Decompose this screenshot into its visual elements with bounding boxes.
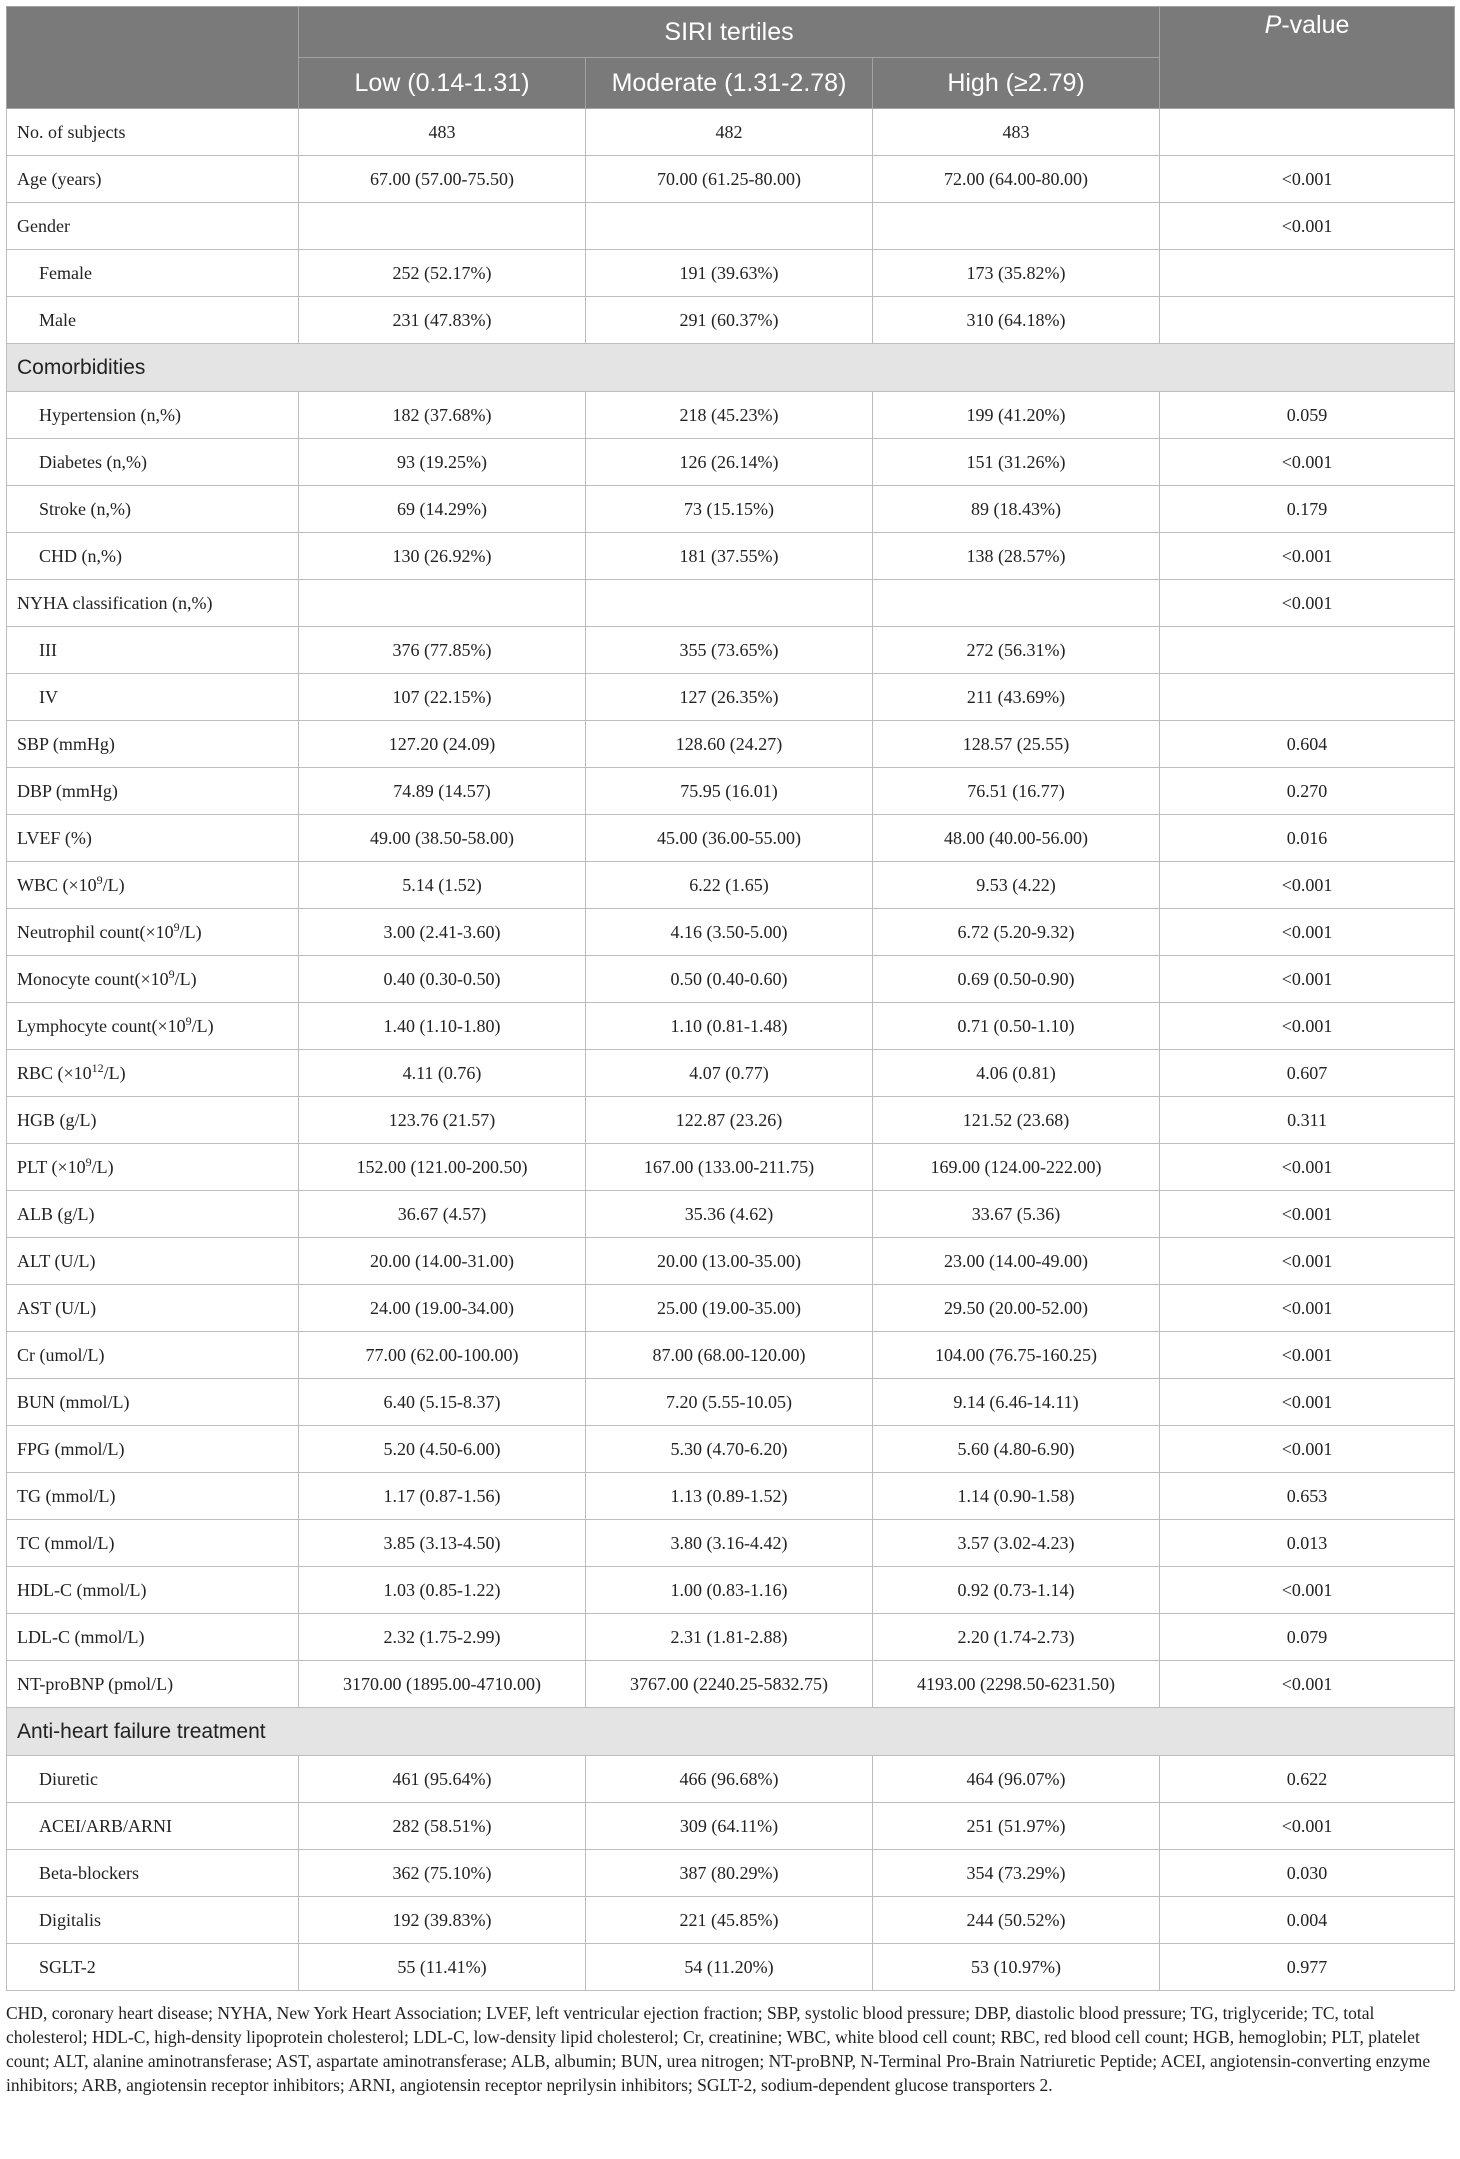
- row-label: [7, 203, 299, 250]
- cell-pvalue: <0.001: [1160, 1003, 1455, 1050]
- row-label: [7, 627, 299, 674]
- cell-high: [873, 580, 1160, 627]
- row-label: [7, 1332, 299, 1379]
- cell-high: 121.52 (23.68): [873, 1097, 1160, 1144]
- row-label: [7, 297, 299, 344]
- table-row: [7, 1944, 1455, 1991]
- row-label: [7, 1614, 299, 1661]
- row-label: [7, 1520, 299, 1567]
- cell-pvalue: <0.001: [1160, 1803, 1455, 1850]
- cell-high: 272 (56.31%): [873, 627, 1160, 674]
- row-label-text: WBC (×10: [17, 874, 97, 895]
- table-row: [7, 1614, 1455, 1661]
- table-row: [7, 439, 1455, 486]
- cell-high: 199 (41.20%): [873, 392, 1160, 439]
- cell-low: 93 (19.25%): [299, 439, 586, 486]
- cell-pvalue: <0.001: [1160, 580, 1455, 627]
- cell-pvalue: <0.001: [1160, 1144, 1455, 1191]
- header-pvalue-italic: P: [1264, 11, 1282, 39]
- table-row: [7, 486, 1455, 533]
- cell-high: 211 (43.69%): [873, 674, 1160, 721]
- row-label: [7, 109, 299, 156]
- table-row: [7, 956, 1455, 1003]
- cell-moderate: 1.10 (0.81-1.48): [586, 1003, 873, 1050]
- cell-low: 123.76 (21.57): [299, 1097, 586, 1144]
- cell-pvalue: 0.079: [1160, 1614, 1455, 1661]
- table-row: [7, 1379, 1455, 1426]
- row-label: [7, 1426, 299, 1473]
- header-group-title: SIRI tertiles: [299, 7, 1160, 58]
- cell-low: 24.00 (19.00-34.00): [299, 1285, 586, 1332]
- cell-moderate: 482: [586, 109, 873, 156]
- cell-moderate: 122.87 (23.26): [586, 1097, 873, 1144]
- cell-high: 0.92 (0.73-1.14): [873, 1567, 1160, 1614]
- cell-high: 244 (50.52%): [873, 1897, 1160, 1944]
- cell-low: 107 (22.15%): [299, 674, 586, 721]
- cell-moderate: 2.31 (1.81-2.88): [586, 1614, 873, 1661]
- cell-low: 69 (14.29%): [299, 486, 586, 533]
- row-label-unit: /L): [102, 874, 125, 895]
- cell-pvalue: 0.004: [1160, 1897, 1455, 1944]
- cell-moderate: 191 (39.63%): [586, 250, 873, 297]
- cell-pvalue: 0.653: [1160, 1473, 1455, 1520]
- cell-pvalue: <0.001: [1160, 203, 1455, 250]
- baseline-characteristics-table: [6, 6, 1455, 1991]
- row-label-text: RBC (×10: [17, 1062, 92, 1083]
- row-label-text: HDL-C (mmol/L): [17, 1579, 147, 1600]
- cell-pvalue: <0.001: [1160, 1426, 1455, 1473]
- row-label: [7, 1379, 299, 1426]
- cell-low: [299, 580, 586, 627]
- cell-pvalue: <0.001: [1160, 156, 1455, 203]
- table-row: [7, 1285, 1455, 1332]
- table-row: [7, 1003, 1455, 1050]
- row-label: [7, 1897, 299, 1944]
- row-label-text: PLT (×10: [17, 1156, 86, 1177]
- cell-low: 49.00 (38.50-58.00): [299, 815, 586, 862]
- row-label: [7, 250, 299, 297]
- cell-high: 33.67 (5.36): [873, 1191, 1160, 1238]
- cell-low: 3170.00 (1895.00-4710.00): [299, 1661, 586, 1708]
- table-row: [7, 1803, 1455, 1850]
- cell-pvalue: <0.001: [1160, 1567, 1455, 1614]
- table-row: [7, 1426, 1455, 1473]
- cell-high: 1.14 (0.90-1.58): [873, 1473, 1160, 1520]
- table-row: [7, 721, 1455, 768]
- row-label-text: TG (mmol/L): [17, 1485, 116, 1506]
- row-label: [7, 439, 299, 486]
- cell-moderate: 128.60 (24.27): [586, 721, 873, 768]
- cell-pvalue: <0.001: [1160, 1332, 1455, 1379]
- row-label: [7, 1050, 299, 1097]
- cell-moderate: 127 (26.35%): [586, 674, 873, 721]
- cell-moderate: 4.07 (0.77): [586, 1050, 873, 1097]
- row-label-unit: /L): [179, 921, 202, 942]
- cell-moderate: 0.50 (0.40-0.60): [586, 956, 873, 1003]
- table-row: [7, 1897, 1455, 1944]
- cell-moderate: 45.00 (36.00-55.00): [586, 815, 873, 862]
- row-label-text: HGB (g/L): [17, 1109, 97, 1130]
- cell-moderate: 221 (45.85%): [586, 1897, 873, 1944]
- row-label-text: Neutrophil count(×10: [17, 921, 174, 942]
- row-label-text: Lymphocyte count(×10: [17, 1015, 186, 1036]
- row-label-text: FPG (mmol/L): [17, 1438, 125, 1459]
- table-row: [7, 392, 1455, 439]
- cell-pvalue: [1160, 627, 1455, 674]
- cell-high: 464 (96.07%): [873, 1756, 1160, 1803]
- cell-low: 3.85 (3.13-4.50): [299, 1520, 586, 1567]
- cell-low: 67.00 (57.00-75.50): [299, 156, 586, 203]
- row-label: [7, 815, 299, 862]
- cell-pvalue: <0.001: [1160, 1285, 1455, 1332]
- cell-high: 9.53 (4.22): [873, 862, 1160, 909]
- cell-moderate: 466 (96.68%): [586, 1756, 873, 1803]
- cell-pvalue: <0.001: [1160, 956, 1455, 1003]
- row-label: [7, 768, 299, 815]
- row-label-superscript: 9: [85, 1154, 92, 1169]
- cell-pvalue: 0.270: [1160, 768, 1455, 815]
- row-label: [7, 392, 299, 439]
- cell-pvalue: <0.001: [1160, 1379, 1455, 1426]
- table-row: [7, 909, 1455, 956]
- cell-high: 173 (35.82%): [873, 250, 1160, 297]
- table-row: [7, 1191, 1455, 1238]
- cell-pvalue: <0.001: [1160, 1238, 1455, 1285]
- table-row: [7, 156, 1455, 203]
- table-footnote: CHD, coronary heart disease; NYHA, New York Heart Association; LVEF, left ventricular ejection fraction; SBP, systolic blood pressure; DBP, diastolic blood pressure; TG, triglyceride; TC, total cholesterol; HDL-C, high-density lipoprotein cholesterol; LDL-C, low-density lipid cholesterol; Cr, creatinine; WBC, white blood cell count; RBC, red blood cell count; HGB, hemoglobin; PLT, platelet count; ALT, alanine aminotransferase; AST, aspartate aminotransferase; ALB, albumin; BUN, urea nitrogen; NT-proBNP, N-Terminal Pro-Brain Natriuretic Peptide; ACEI, angiotensin-converting enzyme inhibitors; ARB, angiotensin receptor inhibitors; ARNI, angiotensin receptor neprilysin inhibitors; SGLT-2, sodium-dependent glucose transporters 2.: [6, 2003, 1431, 2095]
- cell-low: 36.67 (4.57): [299, 1191, 586, 1238]
- cell-moderate: [586, 580, 873, 627]
- table-row: [7, 1567, 1455, 1614]
- cell-pvalue: <0.001: [1160, 909, 1455, 956]
- table-row: [7, 1144, 1455, 1191]
- cell-pvalue: 0.607: [1160, 1050, 1455, 1097]
- cell-pvalue: 0.013: [1160, 1520, 1455, 1567]
- table-row: [7, 627, 1455, 674]
- cell-moderate: 1.13 (0.89-1.52): [586, 1473, 873, 1520]
- cell-high: 89 (18.43%): [873, 486, 1160, 533]
- table-row: [7, 533, 1455, 580]
- row-label: [7, 1144, 299, 1191]
- cell-low: 461 (95.64%): [299, 1756, 586, 1803]
- row-label-text: Gender: [17, 215, 70, 236]
- cell-moderate: 75.95 (16.01): [586, 768, 873, 815]
- cell-moderate: 20.00 (13.00-35.00): [586, 1238, 873, 1285]
- section-row: [7, 344, 1455, 392]
- header-pvalue-suffix: -value: [1281, 11, 1350, 39]
- cell-pvalue: <0.001: [1160, 1191, 1455, 1238]
- row-label-text: Beta-blockers: [39, 1862, 139, 1883]
- row-label-text: LDL-C (mmol/L): [17, 1626, 145, 1647]
- cell-moderate: 35.36 (4.62): [586, 1191, 873, 1238]
- row-label-superscript: 9: [168, 966, 175, 981]
- cell-high: 138 (28.57%): [873, 533, 1160, 580]
- row-label-text: Age (years): [17, 168, 102, 189]
- row-label-unit: /L): [174, 968, 197, 989]
- row-label-text: Hypertension (n,%): [39, 404, 181, 425]
- cell-low: 77.00 (62.00-100.00): [299, 1332, 586, 1379]
- cell-high: 4.06 (0.81): [873, 1050, 1160, 1097]
- table-container: [6, 6, 1454, 2097]
- cell-moderate: 25.00 (19.00-35.00): [586, 1285, 873, 1332]
- cell-high: 4193.00 (2298.50-6231.50): [873, 1661, 1160, 1708]
- cell-moderate: 54 (11.20%): [586, 1944, 873, 1991]
- table-row: [7, 250, 1455, 297]
- cell-low: 20.00 (14.00-31.00): [299, 1238, 586, 1285]
- cell-pvalue: 0.977: [1160, 1944, 1455, 1991]
- row-label-superscript: 12: [91, 1060, 104, 1075]
- cell-moderate: [586, 203, 873, 250]
- table-header: [7, 7, 1455, 109]
- section-row: [7, 1708, 1455, 1756]
- cell-moderate: 181 (37.55%): [586, 533, 873, 580]
- cell-high: 310 (64.18%): [873, 297, 1160, 344]
- row-label-text: ALT (U/L): [17, 1250, 96, 1271]
- table-row: [7, 1756, 1455, 1803]
- row-label-text: CHD (n,%): [39, 545, 122, 566]
- cell-low: 152.00 (121.00-200.50): [299, 1144, 586, 1191]
- cell-moderate: 355 (73.65%): [586, 627, 873, 674]
- cell-low: 5.14 (1.52): [299, 862, 586, 909]
- cell-pvalue: 0.604: [1160, 721, 1455, 768]
- row-label-text: DBP (mmHg): [17, 780, 118, 801]
- row-label-text: SBP (mmHg): [17, 733, 115, 754]
- row-label-text: BUN (mmol/L): [17, 1391, 130, 1412]
- row-label-text: ALB (g/L): [17, 1203, 95, 1224]
- cell-pvalue: [1160, 109, 1455, 156]
- cell-pvalue: 0.059: [1160, 392, 1455, 439]
- row-label-text: Stroke (n,%): [39, 498, 131, 519]
- table-row: [7, 203, 1455, 250]
- cell-moderate: 3.80 (3.16-4.42): [586, 1520, 873, 1567]
- cell-high: 23.00 (14.00-49.00): [873, 1238, 1160, 1285]
- cell-moderate: 1.00 (0.83-1.16): [586, 1567, 873, 1614]
- cell-low: 252 (52.17%): [299, 250, 586, 297]
- cell-moderate: 7.20 (5.55-10.05): [586, 1379, 873, 1426]
- cell-high: 3.57 (3.02-4.23): [873, 1520, 1160, 1567]
- cell-low: 1.17 (0.87-1.56): [299, 1473, 586, 1520]
- cell-high: 9.14 (6.46-14.11): [873, 1379, 1160, 1426]
- header-col-high: High (≥2.79): [873, 58, 1160, 109]
- cell-pvalue: <0.001: [1160, 862, 1455, 909]
- row-label: [7, 1850, 299, 1897]
- table-row: [7, 862, 1455, 909]
- cell-low: 130 (26.92%): [299, 533, 586, 580]
- cell-pvalue: 0.030: [1160, 1850, 1455, 1897]
- row-label-text: Female: [39, 262, 92, 283]
- cell-high: 169.00 (124.00-222.00): [873, 1144, 1160, 1191]
- table-row: [7, 768, 1455, 815]
- row-label-text: SGLT-2: [39, 1956, 96, 1977]
- cell-low: 74.89 (14.57): [299, 768, 586, 815]
- cell-pvalue: 0.311: [1160, 1097, 1455, 1144]
- cell-pvalue: 0.179: [1160, 486, 1455, 533]
- cell-high: 104.00 (76.75-160.25): [873, 1332, 1160, 1379]
- header-blank-cell: [7, 7, 299, 109]
- section-heading: Comorbidities: [7, 344, 1455, 392]
- cell-high: 251 (51.97%): [873, 1803, 1160, 1850]
- table-row: [7, 1850, 1455, 1897]
- cell-pvalue: [1160, 674, 1455, 721]
- row-label-text: NT-proBNP (pmol/L): [17, 1673, 174, 1694]
- row-label-text: LVEF (%): [17, 827, 92, 848]
- header-pvalue: [1160, 7, 1455, 109]
- table-row: [7, 674, 1455, 721]
- cell-moderate: 4.16 (3.50-5.00): [586, 909, 873, 956]
- row-label: [7, 1944, 299, 1991]
- cell-moderate: 6.22 (1.65): [586, 862, 873, 909]
- table-row: [7, 297, 1455, 344]
- row-label: [7, 1661, 299, 1708]
- cell-low: 127.20 (24.09): [299, 721, 586, 768]
- cell-high: 354 (73.29%): [873, 1850, 1160, 1897]
- cell-pvalue: <0.001: [1160, 1661, 1455, 1708]
- row-label-superscript: 9: [173, 919, 180, 934]
- row-label-text: AST (U/L): [17, 1297, 97, 1318]
- cell-high: 48.00 (40.00-56.00): [873, 815, 1160, 862]
- row-label-text: ACEI/ARB/ARNI: [39, 1815, 173, 1836]
- cell-low: 1.40 (1.10-1.80): [299, 1003, 586, 1050]
- row-label-text: IV: [39, 686, 58, 707]
- row-label: [7, 909, 299, 956]
- row-label-text: III: [39, 639, 57, 660]
- cell-moderate: 73 (15.15%): [586, 486, 873, 533]
- row-label: [7, 486, 299, 533]
- cell-moderate: 5.30 (4.70-6.20): [586, 1426, 873, 1473]
- cell-pvalue: [1160, 297, 1455, 344]
- cell-low: 55 (11.41%): [299, 1944, 586, 1991]
- row-label: [7, 1567, 299, 1614]
- cell-low: 362 (75.10%): [299, 1850, 586, 1897]
- row-label-text: Diabetes (n,%): [39, 451, 147, 472]
- table-row: [7, 1238, 1455, 1285]
- row-label: [7, 1803, 299, 1850]
- row-label-text: Cr (umol/L): [17, 1344, 105, 1365]
- cell-pvalue: 0.622: [1160, 1756, 1455, 1803]
- cell-high: 76.51 (16.77): [873, 768, 1160, 815]
- row-label-unit: /L): [91, 1156, 114, 1177]
- cell-low: 483: [299, 109, 586, 156]
- cell-high: 128.57 (25.55): [873, 721, 1160, 768]
- header-col-moderate: Moderate (1.31-2.78): [586, 58, 873, 109]
- cell-moderate: 167.00 (133.00-211.75): [586, 1144, 873, 1191]
- cell-low: 282 (58.51%): [299, 1803, 586, 1850]
- cell-high: 53 (10.97%): [873, 1944, 1160, 1991]
- cell-moderate: 309 (64.11%): [586, 1803, 873, 1850]
- row-label: [7, 862, 299, 909]
- cell-moderate: 70.00 (61.25-80.00): [586, 156, 873, 203]
- row-label: [7, 1473, 299, 1520]
- row-label: [7, 1003, 299, 1050]
- cell-high: 5.60 (4.80-6.90): [873, 1426, 1160, 1473]
- row-label-unit: /L): [191, 1015, 214, 1036]
- cell-pvalue: 0.016: [1160, 815, 1455, 862]
- cell-high: 0.71 (0.50-1.10): [873, 1003, 1160, 1050]
- section-heading: Anti-heart failure treatment: [7, 1708, 1455, 1756]
- table-body: [7, 109, 1455, 1991]
- cell-high: [873, 203, 1160, 250]
- cell-high: 72.00 (64.00-80.00): [873, 156, 1160, 203]
- table-row: [7, 1661, 1455, 1708]
- row-label-text: TC (mmol/L): [17, 1532, 115, 1553]
- table-row: [7, 815, 1455, 862]
- row-label-text: NYHA classification (n,%): [17, 592, 213, 613]
- cell-low: 6.40 (5.15-8.37): [299, 1379, 586, 1426]
- cell-low: 231 (47.83%): [299, 297, 586, 344]
- row-label: [7, 1097, 299, 1144]
- row-label: [7, 956, 299, 1003]
- table-row: [7, 1097, 1455, 1144]
- cell-low: 3.00 (2.41-3.60): [299, 909, 586, 956]
- cell-high: 29.50 (20.00-52.00): [873, 1285, 1160, 1332]
- table-row: [7, 1332, 1455, 1379]
- row-label-unit: /L): [103, 1062, 126, 1083]
- cell-low: [299, 203, 586, 250]
- row-label-text: Monocyte count(×10: [17, 968, 169, 989]
- cell-low: 0.40 (0.30-0.50): [299, 956, 586, 1003]
- cell-moderate: 218 (45.23%): [586, 392, 873, 439]
- cell-pvalue: <0.001: [1160, 439, 1455, 486]
- row-label-text: Digitalis: [39, 1909, 101, 1930]
- cell-high: 2.20 (1.74-2.73): [873, 1614, 1160, 1661]
- row-label: [7, 1756, 299, 1803]
- cell-low: 376 (77.85%): [299, 627, 586, 674]
- row-label-superscript: 9: [185, 1013, 192, 1028]
- cell-low: 2.32 (1.75-2.99): [299, 1614, 586, 1661]
- row-label: [7, 1285, 299, 1332]
- cell-high: 6.72 (5.20-9.32): [873, 909, 1160, 956]
- cell-moderate: 387 (80.29%): [586, 1850, 873, 1897]
- row-label-text: Male: [39, 309, 76, 330]
- row-label: [7, 1238, 299, 1285]
- header-col-low: Low (0.14-1.31): [299, 58, 586, 109]
- cell-low: 4.11 (0.76): [299, 1050, 586, 1097]
- row-label: [7, 580, 299, 627]
- cell-high: 0.69 (0.50-0.90): [873, 956, 1160, 1003]
- row-label: [7, 156, 299, 203]
- cell-high: 483: [873, 109, 1160, 156]
- cell-low: 182 (37.68%): [299, 392, 586, 439]
- cell-moderate: 3767.00 (2240.25-5832.75): [586, 1661, 873, 1708]
- cell-moderate: 291 (60.37%): [586, 297, 873, 344]
- row-label: [7, 533, 299, 580]
- table-row: [7, 109, 1455, 156]
- table-row: [7, 1473, 1455, 1520]
- cell-pvalue: [1160, 250, 1455, 297]
- row-label-superscript: 9: [96, 872, 103, 887]
- table-row: [7, 580, 1455, 627]
- table-row: [7, 1520, 1455, 1567]
- cell-moderate: 87.00 (68.00-120.00): [586, 1332, 873, 1379]
- table-row: [7, 1050, 1455, 1097]
- row-label: [7, 721, 299, 768]
- cell-low: 5.20 (4.50-6.00): [299, 1426, 586, 1473]
- cell-low: 192 (39.83%): [299, 1897, 586, 1944]
- cell-moderate: 126 (26.14%): [586, 439, 873, 486]
- row-label-text: Diuretic: [39, 1768, 98, 1789]
- row-label: [7, 1191, 299, 1238]
- cell-high: 151 (31.26%): [873, 439, 1160, 486]
- cell-pvalue: <0.001: [1160, 533, 1455, 580]
- row-label: [7, 674, 299, 721]
- cell-low: 1.03 (0.85-1.22): [299, 1567, 586, 1614]
- row-label-text: No. of subjects: [17, 121, 126, 142]
